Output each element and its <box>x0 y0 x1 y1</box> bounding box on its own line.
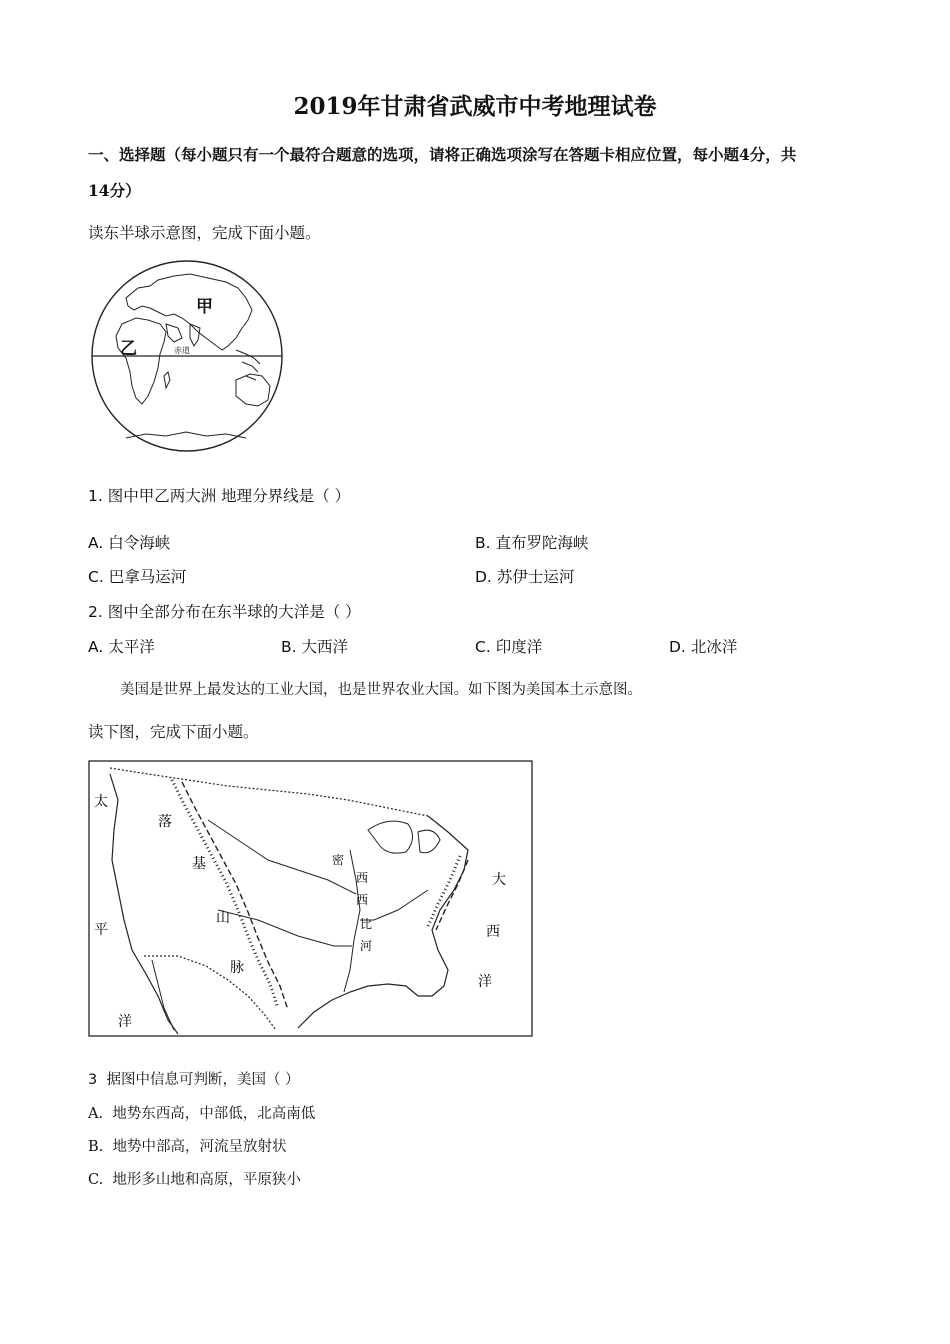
option-letter: C. <box>88 568 104 586</box>
question-2 <box>88 602 361 622</box>
question-3-text: 据图中信息可判断，美国（ ） <box>106 1072 300 1088</box>
label-atlantic-2: 西 <box>486 924 500 940</box>
q1-option-b[interactable] <box>475 533 589 553</box>
q1-option-d[interactable] <box>475 567 574 587</box>
option-letter: A. <box>88 638 104 656</box>
option-text: 地势中部高，河流呈放射状 <box>112 1139 287 1155</box>
label-miss-3: 西 <box>356 893 369 907</box>
label-equator: 赤道 <box>174 346 190 355</box>
section-heading-line1: 一、选择题（每小题只有一个最符合题意的选项，请将正确选项涂写在答题卡相应位置，每小题4分，共 <box>88 145 797 164</box>
eastern-hemisphere-map <box>86 258 288 454</box>
intro-text-1: 读东半球示意图，完成下面小题。 <box>88 224 321 242</box>
q2-option-d[interactable] <box>669 637 737 657</box>
option-text: 直布罗陀海峡 <box>495 534 589 552</box>
option-text: 地形多山地和高原，平原狭小 <box>112 1172 301 1188</box>
label-pacific-2: 平 <box>94 922 108 938</box>
section-heading-line2: 14分） <box>88 181 141 200</box>
option-text: 太平洋 <box>108 638 155 656</box>
q2-option-c[interactable] <box>475 637 542 657</box>
label-atlantic-3: 洋 <box>478 974 492 990</box>
label-rocky-4: 脉 <box>230 960 244 976</box>
page-title: 2019年甘肃省武威市中考地理试卷 <box>293 93 657 120</box>
question-3 <box>88 1070 300 1090</box>
label-miss-1: 密 <box>332 853 345 867</box>
option-letter: D. <box>475 568 492 586</box>
label-yi: 乙 <box>120 339 137 359</box>
option-letter: B. <box>475 534 491 552</box>
option-text: 北冰洋 <box>690 638 738 656</box>
q3-option-c[interactable] <box>88 1170 301 1190</box>
intro-text-2: 读下图，完成下面小题。 <box>88 723 259 741</box>
option-text: 白令海峡 <box>108 534 171 552</box>
label-atlantic-1: 大 <box>492 872 506 888</box>
label-pacific-1: 太 <box>94 794 108 810</box>
option-text: 巴拿马运河 <box>108 568 187 586</box>
passage-text: 美国是世界上最发达的工业大国，也是世界农业大国。如下图为美国本土示意图。 <box>120 682 642 698</box>
option-letter: B. <box>281 638 297 656</box>
option-text: 印度洋 <box>495 638 543 656</box>
option-letter: C. <box>88 1172 104 1188</box>
label-miss-4: 比 <box>360 917 373 931</box>
label-rocky-3: 山 <box>216 910 230 926</box>
question-2-text: 图中全部分布在东半球的大洋是（ ） <box>107 603 361 621</box>
option-letter: D. <box>669 638 686 656</box>
q2-option-b[interactable] <box>281 637 348 657</box>
q3-option-b[interactable] <box>88 1137 286 1157</box>
q1-option-a[interactable] <box>88 533 170 553</box>
label-pacific-3: 洋 <box>118 1014 132 1030</box>
option-letter: B. <box>88 1139 104 1155</box>
question-1 <box>88 486 350 506</box>
label-rocky-2: 基 <box>192 856 206 872</box>
option-text: 地势东西高，中部低，北高南低 <box>112 1106 316 1122</box>
label-rocky-1: 落 <box>158 814 172 830</box>
option-letter: A. <box>88 1106 104 1122</box>
usa-map <box>88 760 534 1038</box>
q3-option-a[interactable] <box>88 1104 315 1124</box>
question-1-text: 图中甲乙两大洲 地理分界线是（ ） <box>107 487 351 505</box>
label-miss-5: 河 <box>360 939 373 953</box>
option-text: 苏伊士运河 <box>496 568 575 586</box>
question-3-number: 3 <box>88 1072 98 1088</box>
option-letter: A. <box>88 534 104 552</box>
q2-option-a[interactable] <box>88 637 155 657</box>
question-1-number: 1. <box>88 487 103 505</box>
option-text: 大西洋 <box>301 638 349 656</box>
label-miss-2: 西 <box>356 871 369 885</box>
question-2-number: 2. <box>88 603 103 621</box>
q1-option-c[interactable] <box>88 567 186 587</box>
option-letter: C. <box>475 638 491 656</box>
label-jia: 甲 <box>196 297 213 317</box>
